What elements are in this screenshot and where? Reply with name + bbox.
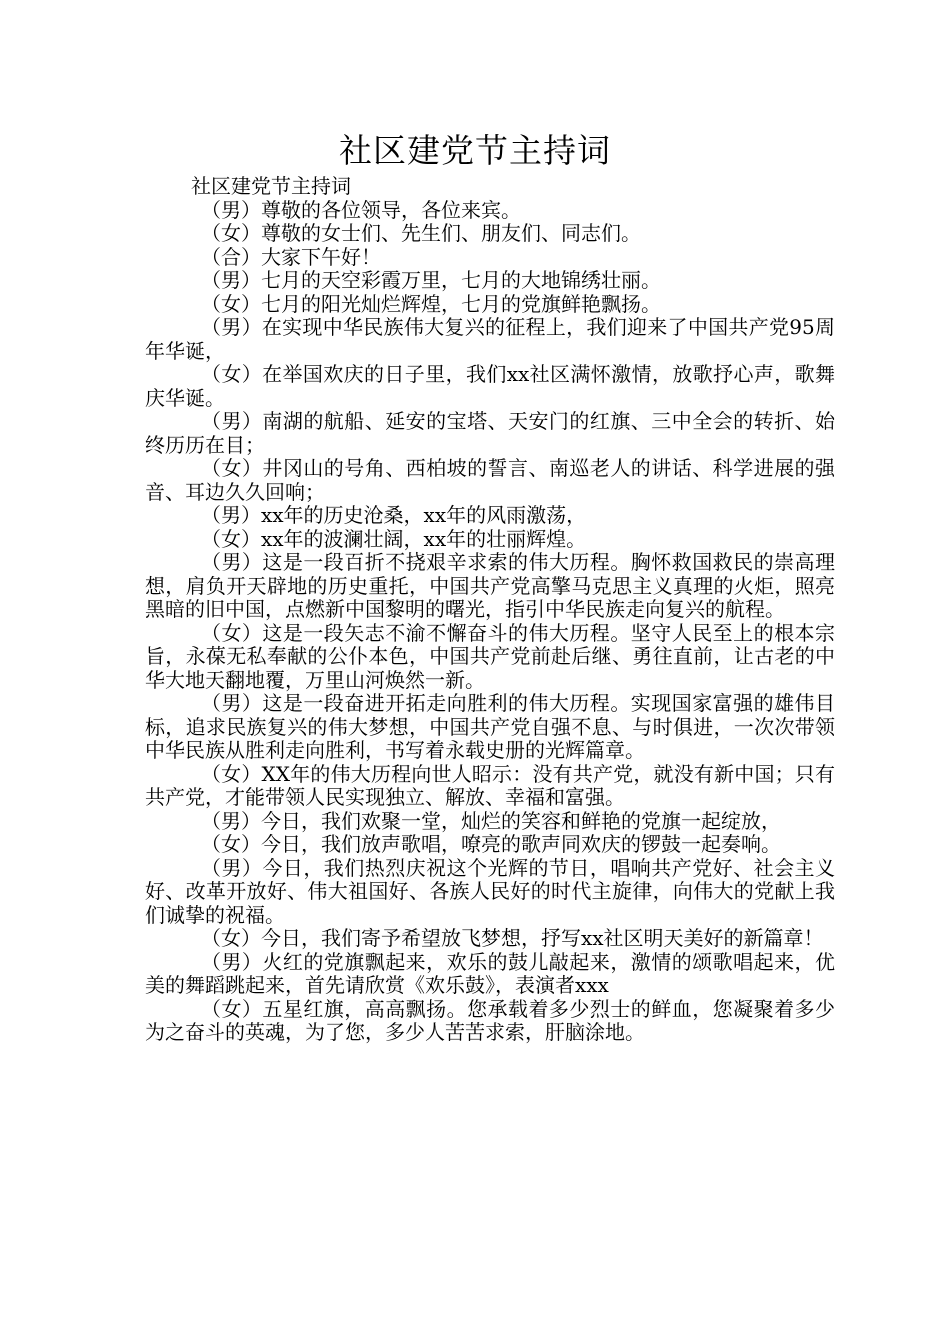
paragraph: （男）尊敬的各位领导，各位来宾。	[201, 197, 521, 222]
paragraph: （女）xx年的波澜壮阔，xx年的壮丽辉煌。	[201, 526, 587, 551]
document-body	[145, 175, 835, 1045]
paragraph: （男）火红的党旗飘起来，欢乐的鼓儿敲起来，激情的颂歌唱起来，优美的舞蹈跳起来，首先请欣赏《欢乐鼓》，表演者xxx	[145, 949, 835, 997]
paragraph: （合）大家下午好！	[201, 244, 381, 269]
paragraph: （女）井冈山的号角、西柏坡的誓言、南巡老人的讲话、科学进展的强音、耳边久久回响；	[145, 456, 835, 504]
paragraph: （女）今日，我们放声歌唱，嘹亮的歌声同欢庆的锣鼓一起奏响。	[201, 832, 781, 856]
paragraph: （男）七月的天空彩霞万里，七月的大地锦绣壮丽。	[201, 268, 661, 292]
paragraph: （女）五星红旗，高高飘扬。您承载着多少烈士的鲜血，您凝聚着多少为之奋斗的英魂，为了您，多少人苦苦求索，肝脑涂地。	[145, 996, 835, 1044]
paragraph: （女）今日，我们寄予希望放飞梦想，抒写xx社区明天美好的新篇章！	[201, 926, 824, 950]
paragraph: （男）今日，我们热烈庆祝这个光辉的节日，唱响共产党好、社会主义好、改革开放好、伟大祖国好、各族人民好的时代主旋律，向伟大的党献上我们诚挚的祝福。	[145, 855, 835, 927]
paragraph: （女）这是一段矢志不渝不懈奋斗的伟大历程。坚守人民至上的根本宗旨，永葆无私奉献的公仆本色，中国共产党前赴后继、勇往直前，让古老的中华大地天翻地覆，万里山河焕然一新。	[145, 620, 835, 692]
paragraph: （女）尊敬的女士们、先生们、朋友们、同志们。	[201, 221, 641, 245]
paragraph: （男）xx年的历史沧桑，xx年的风雨激荡，	[201, 503, 587, 527]
paragraph: （男）在实现中华民族伟大复兴的征程上，我们迎来了中国共产党95周年华诞，	[145, 315, 835, 363]
paragraph: （女）七月的阳光灿烂辉煌，七月的党旗鲜艳飘扬。	[201, 291, 661, 316]
paragraph: （男）这是一段奋进开拓走向胜利的伟大历程。实现国家富强的雄伟目标，追求民族复兴的伟大梦想，中国共产党自强不息、与时俱进，一次次带领中华民族从胜利走向胜利，书写着永载史册的光辉篇章。	[145, 691, 835, 762]
paragraph: （男）今日，我们欢聚一堂，灿烂的笑容和鲜艳的党旗一起绽放，	[201, 808, 781, 833]
paragraph: （女）XX年的伟大历程向世人昭示：没有共产党，就没有新中国；只有共产党，才能带领人民实现独立、解放、幸福和富强。	[145, 761, 835, 809]
paragraph: （男）这是一段百折不挠艰辛求索的伟大历程。胸怀救国救民的崇高理想，肩负开天辟地的历史重托，中国共产党高擎马克思主义真理的火炬，照亮黑暗的旧中国，点燃新中国黎明的曙光，指引中华民族走向复兴的航程。	[145, 550, 835, 621]
paragraph: （男）南湖的航船、延安的宝塔、天安门的红旗、三中全会的转折、始终历历在目；	[145, 409, 835, 457]
document-title: 社区建党节主持词	[339, 131, 611, 170]
paragraph: 社区建党节主持词	[191, 174, 351, 198]
paragraph: （女）在举国欢庆的日子里，我们xx社区满怀激情，放歌抒心声，歌舞庆华诞。	[145, 362, 835, 410]
